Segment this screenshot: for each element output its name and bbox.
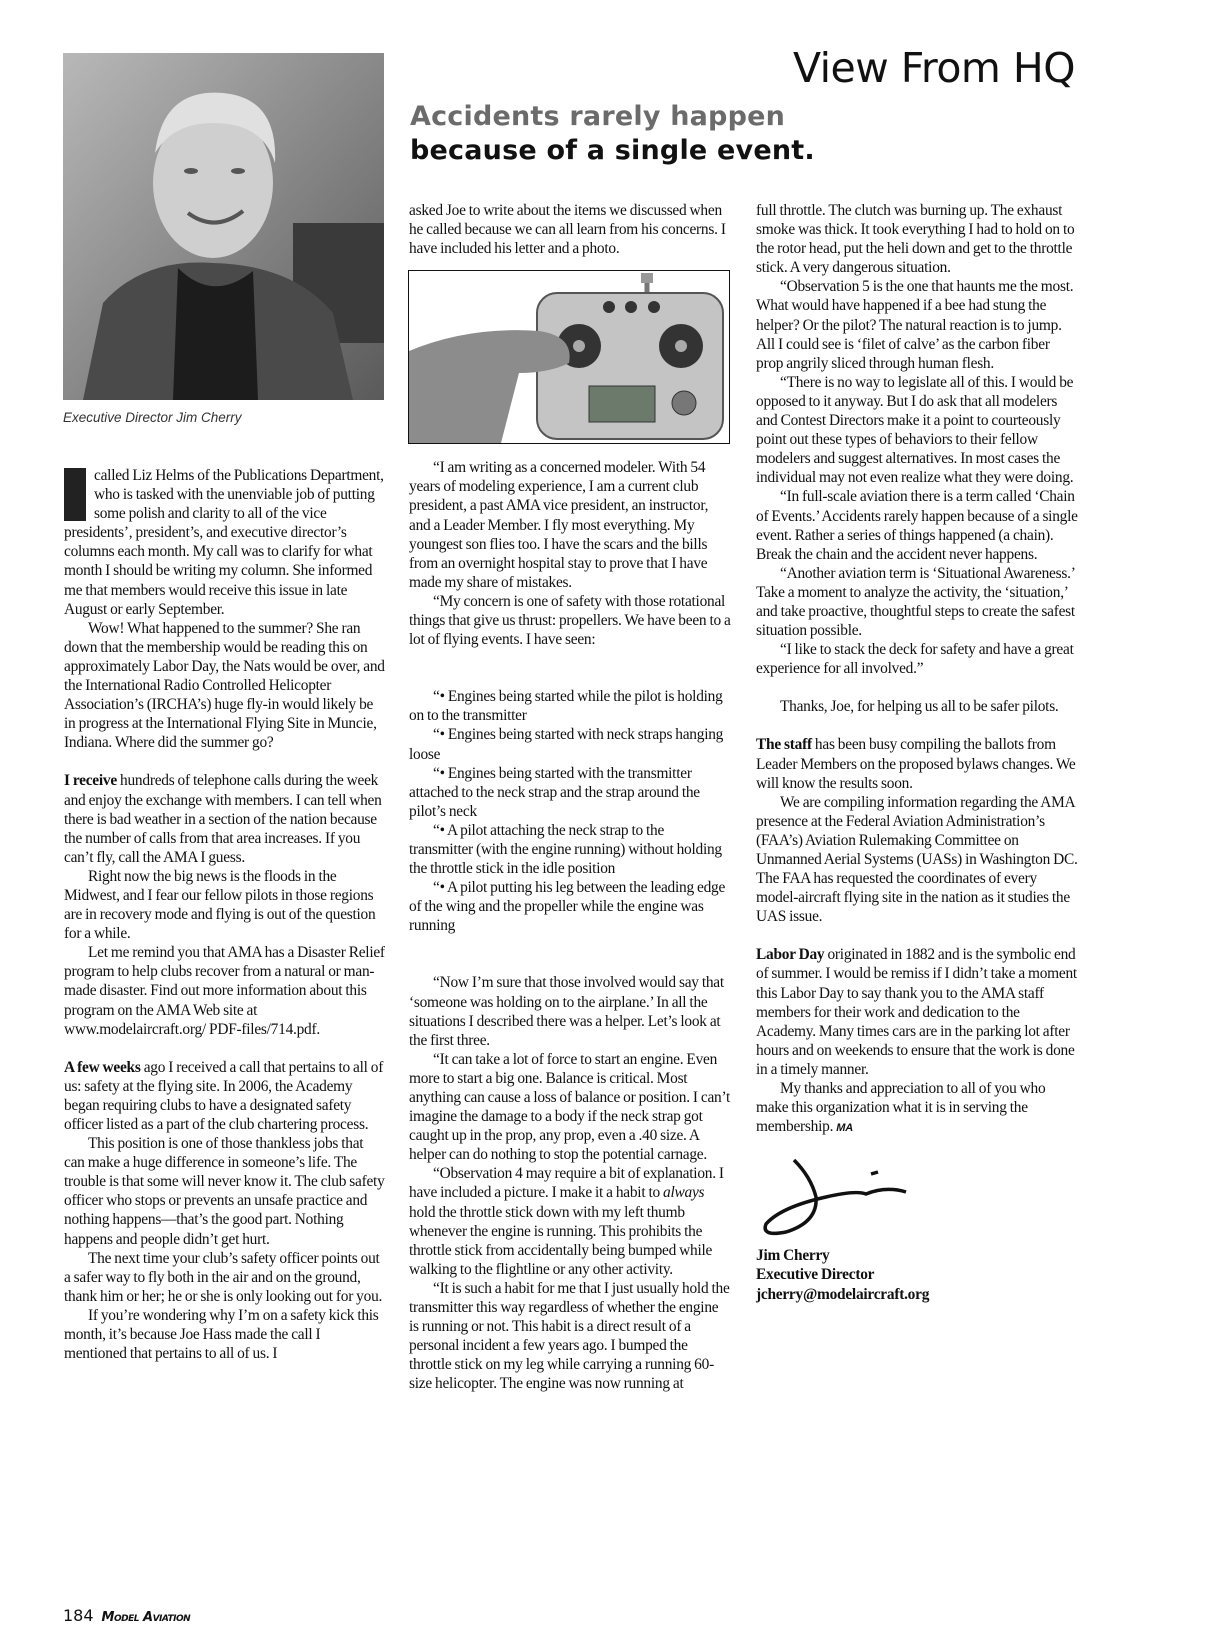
paragraph-text: “• Engines being started with neck straps hanging loose [409,726,724,763]
end-mark: MA [836,1122,853,1135]
paragraph-text: If you’re wondering why I’m on a safety kick this month, it’s because Joe Hass made the call I mentioned that pertains to all of us. I [64,1306,379,1363]
paragraph [756,793,1078,927]
signature-image [756,1152,956,1242]
transmitter-photo [408,270,730,444]
paragraph-gap [409,649,731,687]
paragraph-text: “I like to stack the deck for safety and have a great experience for all involved.” [756,641,1074,678]
paragraph-gap [409,935,731,973]
paragraph [409,687,731,725]
paragraph-gap [64,1039,386,1058]
paragraph [409,1164,731,1279]
paragraph [64,619,386,753]
drop-cap-i [64,468,86,521]
paragraph [64,466,386,619]
paragraph [409,821,731,878]
lead-in: The staff [756,736,812,754]
lead-in: I receive [64,772,117,790]
paragraph-text: This position is one of those thankless jobs that can make a huge difference in someone’s life. The trouble is that some will never know it. The club safety officer who stops or prevents an unsafe practice and nothing happens—that’s the good part. Nothing happens and people didn’t get hurt. [64,1135,385,1248]
paragraph-text: originated in 1882 and is the symbolic end of summer. I would be remiss if I didn’t take a moment this Labor Day to say thank you to the AMA staff members for their work and dedication to the Academy. Many times cars are in the parking lot after hours and on weekends to ensure that the work is done in a timely manner. [756,946,1077,1078]
paragraph [756,201,1078,277]
paragraph [756,487,1078,563]
paragraph [409,973,731,1049]
signoff-email[interactable]: jcherry@modelaircraft.org [756,1285,930,1303]
paragraph-text: full throttle. The clutch was burning up. The exhaust smoke was thick. It took everything I had to hold on to the rotor head, put the heli down and get to the throttle stick. A very dangerous situation. [756,202,1075,277]
paragraph [756,1079,1078,1138]
paragraph-text: “My concern is one of safety with those rotational things that give us thrust: propellers. We have been to a lot of flying events. I have seen: [409,592,731,649]
signoff [756,1246,1078,1303]
paragraph-text: “• A pilot putting his leg between the leading edge of the wing and the propeller while the engine was running [409,879,726,935]
paragraph [409,764,731,821]
paragraph-text: has been busy compiling the ballots from Leader Members on the proposed bylaws changes. We will know the results soon. [756,736,1076,792]
paragraph [409,458,731,592]
paragraph-text: Let me remind you that AMA has a Disaster Relief program to help clubs recover from a natural or man-made disaster. Find out more information about this program on the AMA Web site at www.modelaircraft.org/ PDF-files/714.pdf. [64,944,385,1038]
section-title: View From HQ [792,44,1075,92]
paragraph [756,277,1078,372]
paragraph-text: hundreds of telephone calls during the week and enjoy the exchange with members. I can tell when there is bad weather in a section of the nation because the number of calls from that area increases. If you can’t fly, call the AMA I guess. [64,772,382,866]
paragraph [756,735,1078,792]
paragraph [64,1058,386,1134]
paragraph [64,867,386,943]
paragraph-text: “Now I’m sure that those involved would say that ‘someone was holding on to the airplane.’ In all the situations I described there was a helper. Let’s look at the first three. [409,974,724,1049]
paragraph [756,564,1078,640]
paragraph-text: My thanks and appreciation to all of you who make this organization what it is in serving the membership. [756,1080,1046,1136]
paragraph-text: “Another aviation term is ‘Situational Awareness.’ Take a moment to analyze the activity, the ‘situation,’ and take proactive, thoughtful steps to create the safest situation possible. [756,564,1075,640]
paragraph [756,697,1078,716]
paragraph-text: “• Engines being started with the transmitter attached to the neck strap and the strap around the pilot’s neck [409,764,700,820]
page-footer [63,1606,190,1625]
paragraph [64,943,386,1038]
paragraph-text: “• Engines being started while the pilot is holding on to the transmitter [409,688,723,725]
column-1 [64,466,386,1363]
paragraph [756,373,1078,488]
paragraph [409,1279,731,1394]
paragraph [64,1306,386,1363]
paragraph [756,945,1078,1079]
paragraph [64,771,386,866]
paragraph [64,1134,386,1249]
intro-paragraph: asked Joe to write about the items we discussed when he called because we can all learn from his concerns. I have included his letter and a photo. [409,202,726,258]
paragraph-text: We are compiling information regarding the AMA presence at the Federal Aviation Administration’s (FAA’s) Aviation Rulemaking Committee on Unmanned Aerial Systems (UASs) in Washington DC. The FAA has requested the coordinates of every model-aircraft flying site in the nation as it studies the UAS issue. [756,793,1078,926]
lead-in: Labor Day [756,946,825,964]
photo-caption: Executive Director Jim Cherry [63,410,242,425]
paragraph-text: “There is no way to legislate all of this. I would be opposed to it anyway. But I do ask that all modelers and Contest Directors make it a point to courteously point out these types of behaviors to their fellow modelers and suggest alternatives. In most cases the individual may not even realize what they were doing. [756,373,1074,487]
paragraph-text: “• A pilot attaching the neck strap to the transmitter (with the engine running) without holding the throttle stick in the idle position [409,821,722,878]
page-number: 184 [63,1606,94,1625]
paragraph [64,1249,386,1306]
paragraph [409,1050,731,1165]
paragraph [409,725,731,763]
paragraph-text: “I am writing as a concerned modeler. With 54 years of modeling experience, I am a current club president, a past AMA vice president, an instructor, and a Leader Member. I fly most everything. My youngest son flies too. I have the scars and the bills from an overnight hospital stay to prove that I have made my share of mistakes. [409,459,709,591]
signoff-title: Executive Director [756,1266,875,1284]
paragraph [409,878,731,935]
portrait-photo [63,53,384,400]
paragraph-text: “It can take a lot of force to start an engine. Even more to start a big one. Balance is critical. Most anything can cause a loss of balance or position. I can’t imagine the damage to a body if the neck strap got caught up in the prop, any prop, even a .40 size. A helper can do nothing to stop the potential carnage. [409,1050,731,1164]
headline-line-2: because of a single event. [410,135,815,166]
paragraph-gap [756,926,1078,945]
paragraph-text: Thanks, Joe, for helping us all to be safer pilots. [780,698,1059,716]
paragraph-text: “Observation 4 may require a bit of explanation. I have included a picture. I make it a habit to [409,1165,724,1202]
paragraph-gap [756,716,1078,735]
paragraph-text: “It is such a habit for me that I just usually hold the transmitter this way regardless of whether the engine is running or not. This habit is a direct result of a personal incident a few years ago. I bumped the throttle stick on my leg while carrying a running 60-size helicopter. The engine was now running at [409,1279,730,1393]
headline-line-1: Accidents rarely happen [410,101,786,132]
column-3 [756,201,1078,1304]
column-2 [409,201,731,1394]
paragraph-gap [64,752,386,771]
paragraph-text: “In full-scale aviation there is a term called ‘Chain of Events.’ Accidents rarely happen because of a single event. Rather a series of things happened (a chain). Break the chain and the accident never happens. [756,488,1078,563]
paragraph [756,640,1078,678]
lead-in: A few weeks [64,1058,141,1076]
paragraph-text: called Liz Helms of the Publications Department, who is tasked with the unenviable job of putting some polish and clarity to all of the vice presidents’, president’s, and executive director’s columns each month. My call was to clarify for what month I should be writing my column. She informed me that members would receive this issue in late August or early September. [64,467,384,618]
paragraph-text: “Observation 5 is the one that haunts me the most. What would have happened if a bee had stung the helper? Or the pilot? The natural reaction is to jump. All I could see is ‘filet of calve’ as the carbon fiber prop angrily sliced through human flesh. [756,278,1074,372]
paragraph-text: Wow! What happened to the summer? She ran down that the membership would be reading this on approximately Labor Day, the Nats would be over, and the International Radio Controlled Helicopter Association’s (IRCHA’s) huge fly-in would likely be in progress at the International Flying Site in Muncie, Indiana. Where did the summer go? [64,619,385,752]
magazine-name: Model Aviation [101,1610,191,1625]
paragraph-text: Right now the big news is the floods in the Midwest, and I fear our fellow pilots in those regions are in recovery mode and flying is out of the question for a while. [64,867,376,943]
paragraph-text: The next time your club’s safety officer points out a safer way to fly both in the air and on the ground, thank him or her; he or she is only looking out for you. [64,1249,383,1305]
paragraph-text: hold the throttle stick down with my left thumb whenever the engine is running. This prohibits the throttle stick from accidentally being bumped while walking to the flightline or any other activity. [409,1203,713,1278]
emphasis: always [663,1184,705,1202]
signoff-name: Jim Cherry [756,1247,830,1265]
headline [410,100,815,168]
paragraph-text: ago I received a call that pertains to all of us: safety at the flying site. In 2006, the Academy began requiring clubs to have a designated safety officer listed as a part of the club chartering process. [64,1058,384,1133]
paragraph-gap [756,678,1078,697]
paragraph [409,592,731,649]
